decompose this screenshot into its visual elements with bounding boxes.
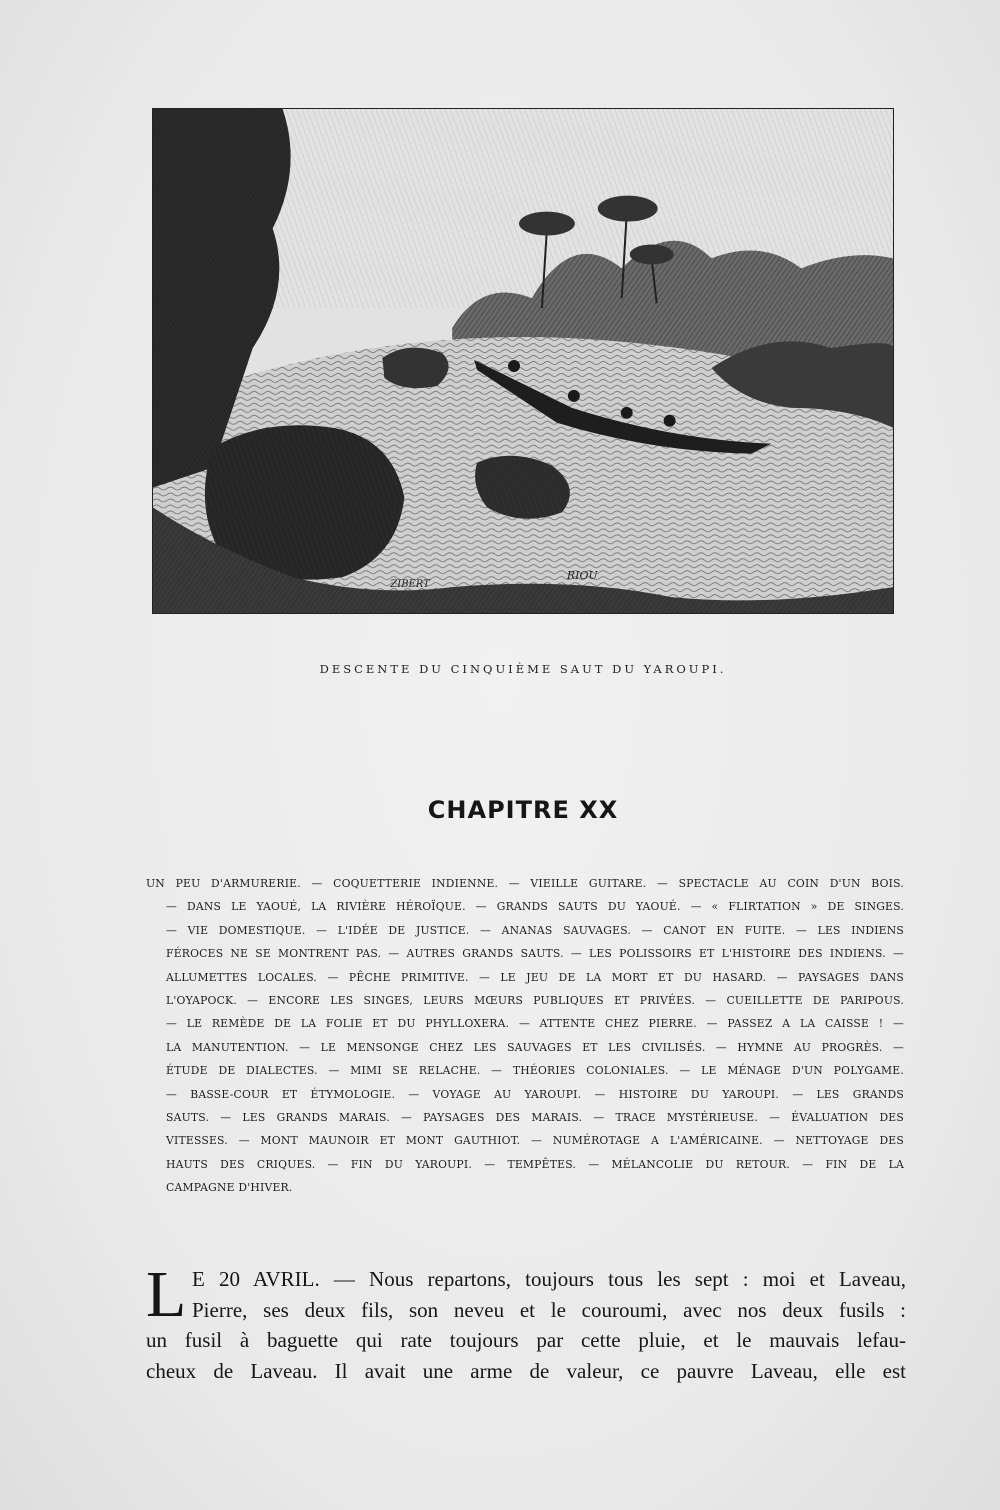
summary-line: ÉTUDE DE DIALECTES. — MIMI SE RELACHE. — THÉORIES COLONIALES. — LE MÉNAGE D'UN POLYGAME. — [166, 1064, 904, 1078]
summary-line: HAUTS DES CRIQUES. — FIN DU YAROUPI. — TEMPÊTES. — MÉLANCOLIE DU RETOUR. — FIN DE LA — [166, 1157, 904, 1171]
river-rapids-engraving — [152, 108, 894, 614]
summary-line: VITESSES. — MONT MAUNOIR ET MONT GAUTHIOT. — NUMÉROTAGE A L'AMÉRICAINE. — NETTOYAGE DES — [166, 1134, 904, 1148]
drop-cap: L — [146, 1258, 187, 1331]
summary-line: L'OYAPOCK. — ENCORE LES SINGES, LEURS MŒURS PUBLIQUES ET PRIVÉES. — CUEILLETTE DE PARIPOUS. — [166, 993, 904, 1007]
summary-line: — LE REMÈDE DE LA FOLIE ET DU PHYLLOXERA. — ATTENTE CHEZ PIERRE. — PASSEZ A LA CAISSE ! — — [166, 1017, 904, 1031]
chapter-summary — [146, 872, 904, 1199]
engraver-signature: ZIBERT — [390, 579, 430, 591]
engraving-illustration — [153, 109, 893, 613]
body-line: un fusil à baguette qui rate toujours par cette pluie, et le mauvais lefau- — [146, 1328, 906, 1352]
artist-signature: RIOU — [566, 569, 598, 583]
body-line: E 20 AVRIL. — Nous repartons, toujours tous les sept : moi et Laveau, — [192, 1267, 906, 1291]
summary-line: SAUTS. — LES GRANDS MARAIS. — PAYSAGES DES MARAIS. — TRACE MYSTÉRIEUSE. — ÉVALUATION DES — [166, 1110, 904, 1124]
summary-line: CAMPAGNE D'HIVER. — [166, 1181, 293, 1195]
summary-line: — BASSE-COUR ET ÉTYMOLOGIE. — VOYAGE AU YAROUPI. — HISTOIRE DU YAROUPI. — LES GRANDS — [166, 1087, 904, 1101]
summary-line: LA MANUTENTION. — LE MENSONGE CHEZ LES SAUVAGES ET LES CIVILISÉS. — HYMNE AU PROGRÈS. — — [166, 1040, 904, 1054]
summary-line: — VIE DOMESTIQUE. — L'IDÉE DE JUSTICE. — ANANAS SAUVAGES. — CANOT EN FUITE. — LES INDIENS — [166, 923, 904, 937]
summary-line: UN PEU D'ARMURERIE. — COQUETTERIE INDIENNE. — VIEILLE GUITARE. — SPECTACLE AU COIN D'UN BOIS. — [146, 877, 904, 890]
summary-line: — DANS LE YAOUÉ, LA RIVIÈRE HÉROÏQUE. — GRANDS SAUTS DU YAOUÉ. — « FLIRTATION » DE SINGES. — [166, 900, 904, 914]
chapter-title: CHAPITRE XX — [427, 796, 619, 824]
body-line: Pierre, ses deux fils, son neveu et le couroumi, avec nos deux fusils : — [192, 1297, 906, 1322]
body-line: cheux de Laveau. Il avait une arme de valeur, ce pauvre Laveau, elle est — [146, 1358, 906, 1383]
body-paragraph — [146, 1258, 906, 1386]
summary-line: ALLUMETTES LOCALES. — PÊCHE PRIMITIVE. — LE JEU DE LA MORT ET DU HASARD. — PAYSAGES DANS — [166, 970, 904, 984]
illustration-caption: DESCENTE DU CINQUIÈME SAUT DU YAROUPI. — [319, 662, 727, 676]
summary-line: FÉROCES NE SE MONTRENT PAS. — AUTRES GRANDS SAUTS. — LES POLISSOIRS ET L'HISTOIRE DES INDIENS. — — [166, 947, 904, 961]
